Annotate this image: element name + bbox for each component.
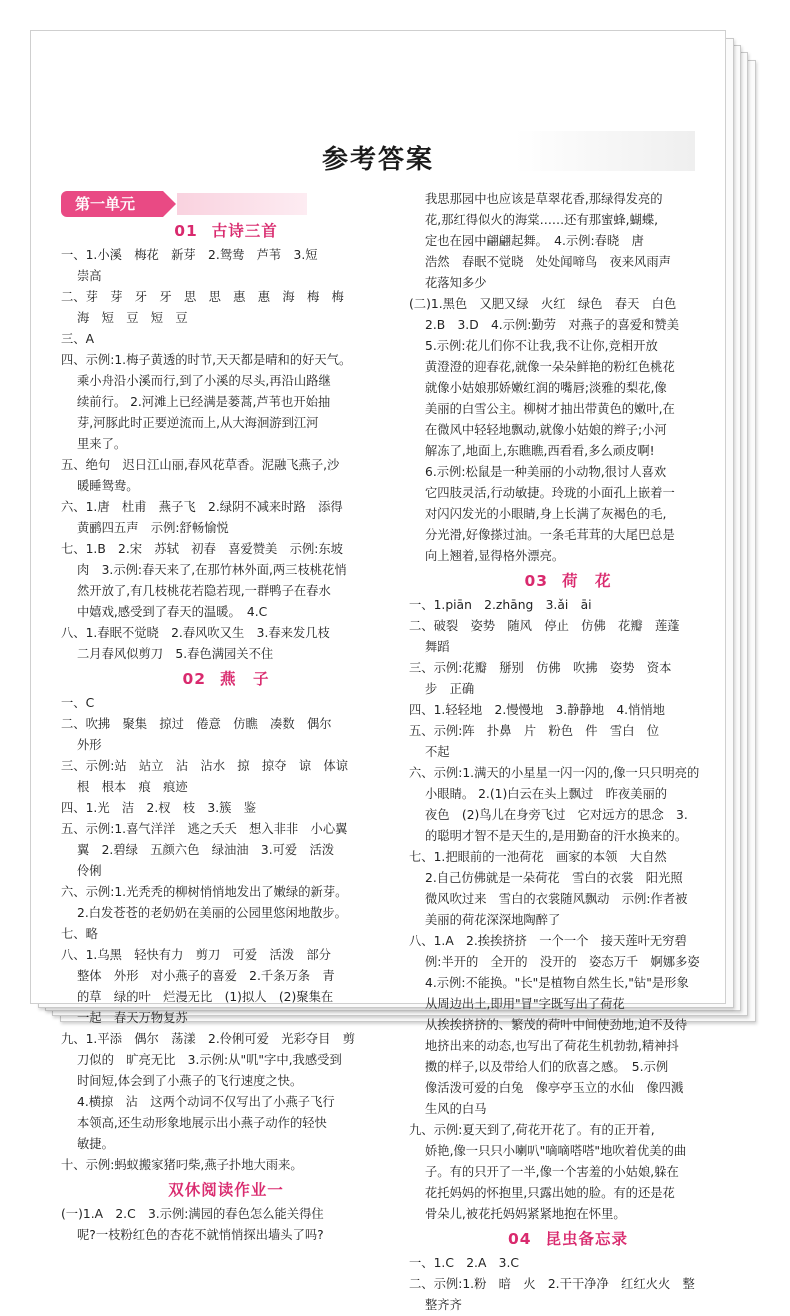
answer-line: 芽,河豚此时正要逆流而上,从大海洄游到江河	[77, 416, 319, 430]
answer-line: 从周边出土,即用"冒"字既写出了荷花	[425, 997, 625, 1011]
answer-line: 5.示例:花儿们你不让我,我不让你,竞相开放	[425, 339, 658, 353]
left-column	[61, 189, 391, 1242]
answer-line: 不起	[425, 745, 450, 759]
section-title-03	[409, 567, 727, 595]
section-number: 04	[507, 1230, 532, 1248]
answer-line: 花,那红得似火的海棠……还有那蜜蜂,蝴蝶,	[425, 213, 659, 227]
answer-line: 它四肢灵活,行动敏捷。玲珑的小面孔上嵌着一	[425, 486, 675, 500]
answer-line: 七、1.B 2.宋 苏轼 初春 喜爱赞美 示例:东坡	[61, 542, 343, 556]
answer-line: 地挤出来的动态,也写出了荷花生机勃勃,精神抖	[425, 1039, 679, 1053]
answer-line: 浩然 春眠不觉晓 处处闻啼鸟 夜来风雨声	[425, 255, 671, 269]
answer-line: 二、吹拂 聚集 掠过 倦意 仿瞧 凑数 偶尔	[61, 717, 332, 731]
answer-line: 夜色 (2)鸟儿在身旁飞过 它对远方的思念 3.	[425, 808, 688, 822]
section-04-answers	[409, 1253, 727, 1316]
answer-line: 三、示例:花瓣 掰别 仿佛 吹拂 姿势 资本	[409, 661, 672, 675]
answer-line: 舞蹈	[425, 640, 450, 654]
answer-line: 对闪闪发光的小眼睛,身上长满了灰褐色的毛,	[425, 507, 667, 521]
answer-line: 里来了。	[77, 437, 127, 451]
answer-line: 二、芽 芽 牙 牙 思 思 惠 惠 海 梅 梅	[61, 290, 344, 304]
right-column	[409, 189, 727, 1312]
answer-line: 根 根本 痕 痕迹	[77, 780, 188, 794]
answer-line: 的草 绿的叶 烂漫无比 (1)拟人 (2)聚集在	[77, 990, 334, 1004]
answer-line: 2.白发苍苍的老奶奶在美丽的公园里悠闲地散步。	[77, 906, 347, 920]
section-name: 昆虫备忘录	[545, 1230, 629, 1248]
answer-line: 一、C	[61, 696, 95, 710]
answer-line: 一、1.piān 2.zhāng 3.ǎi āi	[409, 598, 592, 612]
answer-line: 向上翘着,显得格外漂亮。	[425, 549, 565, 563]
unit-banner-strip	[177, 193, 307, 215]
answer-line: 时间短,体会到了小燕子的飞行速度之快。	[77, 1074, 303, 1088]
answer-line: 2.B 3.D 4.示例:勤劳 对燕子的喜爱和赞美	[425, 318, 679, 332]
answer-line: 4.示例:不能换。"长"是植物自然生长,"钻"是形象	[425, 976, 689, 990]
answer-line: 八、1.春眠不觉晓 2.春风吹又生 3.春来发几枝	[61, 626, 330, 640]
answer-line: 小眼睛。 2.(1)白云在头上飘过 昨夜美丽的	[425, 787, 668, 801]
section-name: 荷 花	[562, 572, 612, 590]
section-number: 03	[524, 572, 549, 590]
answer-line: 乘小舟沿小溪而行,到了小溪的尽头,再沿山路继	[77, 374, 331, 388]
answer-line: 二、示例:1.粉 暗 火 2.干干净净 红红火火 整	[409, 1277, 695, 1291]
answer-line: 伶俐	[77, 864, 102, 878]
answer-line: 二月春风似剪刀 5.春色满园关不住	[77, 647, 274, 661]
answer-line: 的聪明才智不是天生的,是用勤奋的汗水换来的。	[425, 829, 688, 843]
answer-line: 分光滑,好像搽过油。一条毛茸茸的大尾巴总是	[425, 528, 675, 542]
answer-line: 我思那园中也应该是草翠花香,那绿得发亮的	[425, 192, 663, 206]
section-name: 古诗三首	[211, 222, 278, 240]
answer-line: 娇艳,像一只只小喇叭"嘀嘀嗒嗒"地吹着优美的曲	[425, 1144, 687, 1158]
answer-line: 呢?一枝粉红色的杏花不就悄悄探出墙头了吗?	[77, 1228, 324, 1242]
answer-line: 中嬉戏,感受到了春天的温暖。 4.C	[77, 605, 268, 619]
answer-line: 黄鹂四五声 示例:舒畅愉悦	[77, 521, 229, 535]
answer-line: 翼 2.碧绿 五颜六色 绿油油 3.可爱 活泼	[77, 843, 335, 857]
answer-line: 例:半开的 全开的 没开的 姿态万千 婀娜多姿	[425, 955, 700, 969]
answer-line: 五、示例:阵 扑鼻 片 粉色 件 雪白 位	[409, 724, 660, 738]
answer-line: 肉 3.示例:春天来了,在那竹林外面,两三枝桃花悄	[77, 563, 347, 577]
answer-line: 崇高	[77, 269, 102, 283]
answer-line: 擞的样子,以及带给人们的欣喜之感。 5.示例	[425, 1060, 669, 1074]
answer-line: 七、1.把眼前的一池荷花 画家的本领 大自然	[409, 850, 667, 864]
answer-line: 三、A	[61, 332, 95, 346]
section-title-04	[409, 1225, 727, 1253]
answer-line: 八、1.乌黑 轻快有力 剪刀 可爱 活泼 部分	[61, 948, 331, 962]
answer-line: 整体 外形 对小燕子的喜爱 2.千条万条 青	[77, 969, 335, 983]
answer-line: 花落知多少	[425, 276, 487, 290]
answer-line: 五、绝句 迟日江山丽,春风花草香。泥融飞燕子,沙	[61, 458, 340, 472]
answer-line: 一、1.C 2.A 3.C	[409, 1256, 519, 1270]
section-title-reading	[61, 1176, 391, 1204]
answer-line: 子。有的只开了一半,像一个害羞的小姑娘,躲在	[425, 1165, 679, 1179]
answer-line: 花托妈妈的怀抱里,只露出她的脸。有的还是花	[425, 1186, 675, 1200]
answer-line: (二)1.黑色 又肥又绿 火红 绿色 春天 白色	[409, 297, 677, 311]
answer-line: 2.自己仿佛就是一朵荷花 雪白的衣裳 阳光照	[425, 871, 683, 885]
answer-line: 在微风中轻轻地飘动,就像小姑娘的辫子;小河	[425, 423, 667, 437]
answer-line: 海 短 豆 短 豆	[77, 311, 188, 325]
answer-line: 美丽的白雪公主。柳树才抽出带黄色的嫩叶,在	[425, 402, 675, 416]
answer-line: 六、示例:1.满天的小星星一闪一闪的,像一只只明亮的	[409, 766, 700, 780]
answer-line: 三、示例:站 站立 沾 沾水 掠 掠夺 谅 体谅	[61, 759, 348, 773]
section-name: 燕 子	[220, 670, 270, 688]
answer-line: 敏捷。	[77, 1137, 114, 1151]
answer-line: 生风的白马	[425, 1102, 487, 1116]
section-02-answers	[61, 693, 391, 1176]
answer-line: 四、1.轻轻地 2.慢慢地 3.静静地 4.悄悄地	[409, 703, 665, 717]
section-name: 双休阅读作业一	[168, 1181, 284, 1199]
answer-line: 6.示例:松鼠是一种美丽的小动物,很讨人喜欢	[425, 465, 667, 479]
answer-line: 从挨挨挤挤的、繁茂的荷叶中间使劲地,迫不及待	[425, 1018, 688, 1032]
answer-line: 像活泼可爱的白兔 像亭亭玉立的水仙 像四溅	[425, 1081, 684, 1095]
answer-line: 二、破裂 姿势 随风 停止 仿佛 花瓣 莲蓬	[409, 619, 680, 633]
unit-banner: 第一单元	[61, 191, 163, 217]
answer-line: 一、1.小溪 梅花 新芽 2.鸳鸯 芦苇 3.短	[61, 248, 318, 262]
answer-line: 本领高,还生动形象地展示出小燕子动作的轻快	[77, 1116, 327, 1130]
answer-line: 4.横掠 沾 这两个动词不仅写出了小燕子飞行	[77, 1095, 335, 1109]
answer-line: 六、1.唐 杜甫 燕子飞 2.绿阴不减来时路 添得	[61, 500, 343, 514]
section-number: 02	[182, 670, 207, 688]
section-03-answers	[409, 595, 727, 1225]
section-title-02	[61, 665, 391, 693]
answer-line: 一起 春天万物复苏	[77, 1011, 188, 1025]
unit-header	[61, 189, 391, 217]
answer-line: 外形	[77, 738, 102, 752]
answer-line: 骨朵儿,被花托妈妈紧紧地抱在怀里。	[425, 1207, 626, 1221]
answer-line: 六、示例:1.光秃秃的柳树悄悄地发出了嫩绿的新芽。	[61, 885, 348, 899]
answer-line: 美丽的荷花深深地陶醉了	[425, 913, 561, 927]
page-title: 参考答案	[321, 145, 434, 175]
answer-line: 解冻了,地面上,东瞧瞧,西看看,多么顽皮啊!	[425, 444, 655, 458]
answer-line: 五、示例:1.喜气洋洋 逃之夭夭 想入非非 小心翼	[61, 822, 348, 836]
answer-line: 就像小姑娘那娇嫩红润的嘴唇;淡雅的梨花,像	[425, 381, 667, 395]
answer-line: (一)1.A 2.C 3.示例:满园的春色怎么能关得住	[61, 1207, 324, 1221]
answer-line: 微风吹过来 雪白的衣裳随风飘动 示例:作者被	[425, 892, 688, 906]
answer-line: 然开放了,有几枝桃花若隐若现,一群鸭子在春水	[77, 584, 331, 598]
answer-line: 步 正确	[425, 682, 475, 696]
reading-answers	[61, 1204, 391, 1246]
continued-answers	[409, 189, 727, 567]
answer-line: 暖睡鸳鸯。	[77, 479, 139, 493]
section-number: 01	[174, 222, 198, 240]
answer-line: 七、略	[61, 927, 98, 941]
answer-line: 续前行。 2.河滩上已经满是蒌蒿,芦苇也开始抽	[77, 395, 331, 409]
answer-line: 十、示例:蚂蚁搬家猪叼柴,燕子扑地大雨来。	[61, 1158, 303, 1172]
answer-sheet	[30, 30, 726, 1312]
answer-line: 四、示例:1.梅子黄透的时节,天天都是晴和的好天气。	[61, 353, 352, 367]
section-01-answers	[61, 245, 391, 665]
section-title-01	[61, 217, 391, 245]
answer-line: 整齐齐	[425, 1298, 462, 1312]
answer-line: 九、示例:夏天到了,荷花开花了。有的正开着,	[409, 1123, 655, 1137]
answer-line: 四、1.光 洁 2.杈 枝 3.簇 鉴	[61, 801, 257, 815]
answer-line: 定也在园中翩翩起舞。 4.示例:春晓 唐	[425, 234, 644, 248]
answer-line: 黄澄澄的迎春花,就像一朵朵鲜艳的粉红色桃花	[425, 360, 675, 374]
answer-line: 八、1.A 2.挨挨挤挤 一个一个 接天莲叶无穷碧	[409, 934, 687, 948]
answer-line: 刀似的 旷亮无比 3.示例:从"叽"字中,我感受到	[77, 1053, 342, 1067]
answer-line: 九、1.平添 偶尔 荡漾 2.伶俐可爱 光彩夺目 剪	[61, 1032, 355, 1046]
